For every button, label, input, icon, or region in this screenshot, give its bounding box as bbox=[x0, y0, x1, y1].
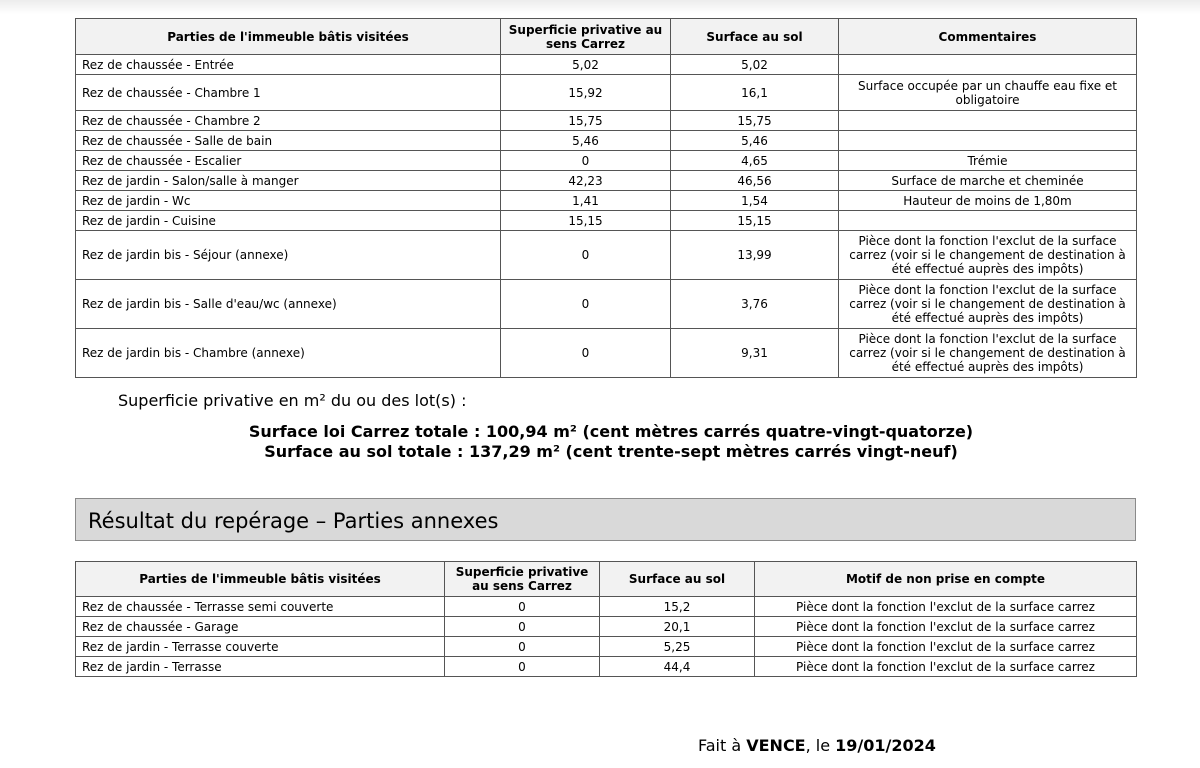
cell-carrez: 5,02 bbox=[501, 55, 671, 75]
cell-carrez: 0 bbox=[501, 329, 671, 378]
cell-piece: Rez de jardin - Salon/salle à manger bbox=[76, 171, 501, 191]
section-title: Résultat du repérage – Parties annexes bbox=[88, 509, 499, 533]
cell-comment: Pièce dont la fonction l'exclut de la surface carrez (voir si le changement de destination à été effectué auprès des impôts) bbox=[839, 231, 1137, 280]
carrez-total: Surface loi Carrez totale : 100,94 m² (cent mètres carrés quatre-vingt-quatorze) bbox=[248, 422, 974, 441]
cell-sol: 1,54 bbox=[671, 191, 839, 211]
cell-carrez: 0 bbox=[501, 280, 671, 329]
cell-sol: 15,75 bbox=[671, 111, 839, 131]
cell-carrez: 1,41 bbox=[501, 191, 671, 211]
column-header-sol: Surface au sol bbox=[600, 562, 755, 597]
cell-comment: Surface de marche et cheminée bbox=[839, 171, 1137, 191]
table-row bbox=[76, 211, 1137, 231]
cell-carrez: 0 bbox=[445, 657, 600, 677]
cell-sol: 15,2 bbox=[600, 597, 755, 617]
table-row bbox=[76, 111, 1137, 131]
cell-comment: Hauteur de moins de 1,80m bbox=[839, 191, 1137, 211]
cell-sol: 5,46 bbox=[671, 131, 839, 151]
table-row bbox=[76, 151, 1137, 171]
cell-piece: Rez de jardin - Cuisine bbox=[76, 211, 501, 231]
cell-motif: Pièce dont la fonction l'exclut de la surface carrez bbox=[755, 617, 1137, 637]
column-header-commentaires: Commentaires bbox=[839, 19, 1137, 55]
annexes-table bbox=[75, 561, 1137, 677]
section-header bbox=[75, 498, 1136, 541]
table-row bbox=[76, 329, 1137, 378]
cell-piece: Rez de jardin bis - Chambre (annexe) bbox=[76, 329, 501, 378]
signature-line bbox=[698, 736, 936, 755]
column-header-motif: Motif de non prise en compte bbox=[755, 562, 1137, 597]
cell-comment: Pièce dont la fonction l'exclut de la surface carrez (voir si le changement de destination à été effectué auprès des impôts) bbox=[839, 280, 1137, 329]
cell-carrez: 15,75 bbox=[501, 111, 671, 131]
cell-carrez: 15,92 bbox=[501, 75, 671, 111]
table-row bbox=[76, 637, 1137, 657]
cell-piece: Rez de chaussée - Chambre 2 bbox=[76, 111, 501, 131]
signature-middle: , le bbox=[805, 736, 836, 755]
table-header-row bbox=[76, 562, 1137, 597]
cell-piece: Rez de jardin bis - Salle d'eau/wc (annexe) bbox=[76, 280, 501, 329]
table-row bbox=[76, 131, 1137, 151]
cell-carrez: 42,23 bbox=[501, 171, 671, 191]
cell-piece: Rez de chaussée - Entrée bbox=[76, 55, 501, 75]
signature-date: 19/01/2024 bbox=[835, 736, 936, 755]
cell-carrez: 5,46 bbox=[501, 131, 671, 151]
cell-carrez: 0 bbox=[445, 637, 600, 657]
cell-sol: 5,25 bbox=[600, 637, 755, 657]
cell-piece: Rez de jardin - Terrasse couverte bbox=[76, 637, 445, 657]
cell-sol: 13,99 bbox=[671, 231, 839, 280]
cell-sol: 44,4 bbox=[600, 657, 755, 677]
column-header-carrez: Superficie privative au sens Carrez bbox=[445, 562, 600, 597]
cell-carrez: 0 bbox=[501, 151, 671, 171]
cell-sol: 3,76 bbox=[671, 280, 839, 329]
cell-comment: Pièce dont la fonction l'exclut de la surface carrez (voir si le changement de destination à été effectué auprès des impôts) bbox=[839, 329, 1137, 378]
table-row bbox=[76, 55, 1137, 75]
column-header-parties: Parties de l'immeuble bâtis visitées bbox=[76, 562, 445, 597]
cell-sol: 46,56 bbox=[671, 171, 839, 191]
cell-sol: 20,1 bbox=[600, 617, 755, 637]
cell-comment bbox=[839, 131, 1137, 151]
column-header-sol: Surface au sol bbox=[671, 19, 839, 55]
table-row bbox=[76, 657, 1137, 677]
cell-comment bbox=[839, 55, 1137, 75]
signature-prefix: Fait à bbox=[698, 736, 747, 755]
cell-motif: Pièce dont la fonction l'exclut de la surface carrez bbox=[755, 597, 1137, 617]
signature-city: VENCE bbox=[746, 736, 806, 755]
cell-comment bbox=[839, 211, 1137, 231]
cell-piece: Rez de jardin - Wc bbox=[76, 191, 501, 211]
cell-motif: Pièce dont la fonction l'exclut de la surface carrez bbox=[755, 637, 1137, 657]
cell-piece: Rez de chaussée - Escalier bbox=[76, 151, 501, 171]
cell-motif: Pièce dont la fonction l'exclut de la surface carrez bbox=[755, 657, 1137, 677]
cell-carrez: 0 bbox=[445, 617, 600, 637]
table-row bbox=[76, 617, 1137, 637]
table-row bbox=[76, 231, 1137, 280]
cell-comment bbox=[839, 111, 1137, 131]
cell-sol: 15,15 bbox=[671, 211, 839, 231]
column-header-parties: Parties de l'immeuble bâtis visitées bbox=[76, 19, 501, 55]
cell-comment: Trémie bbox=[839, 151, 1137, 171]
cell-sol: 9,31 bbox=[671, 329, 839, 378]
cell-comment: Surface occupée par un chauffe eau fixe et obligatoire bbox=[839, 75, 1137, 111]
table-row bbox=[76, 191, 1137, 211]
cell-carrez: 0 bbox=[501, 231, 671, 280]
table-row bbox=[76, 75, 1137, 111]
cell-carrez: 15,15 bbox=[501, 211, 671, 231]
sol-total: Surface au sol totale : 137,29 m² (cent trente-sept mètres carrés vingt-neuf) bbox=[264, 442, 958, 461]
cell-piece: Rez de chaussée - Terrasse semi couverte bbox=[76, 597, 445, 617]
surfaces-table bbox=[75, 18, 1137, 378]
cell-sol: 16,1 bbox=[671, 75, 839, 111]
cell-sol: 5,02 bbox=[671, 55, 839, 75]
cell-carrez: 0 bbox=[445, 597, 600, 617]
summary-intro: Superficie privative en m² du ou des lot(s) : bbox=[118, 391, 467, 410]
cell-piece: Rez de chaussée - Salle de bain bbox=[76, 131, 501, 151]
table-row bbox=[76, 597, 1137, 617]
table-header-row bbox=[76, 19, 1137, 55]
column-header-carrez: Superficie privative au sens Carrez bbox=[501, 19, 671, 55]
table-row bbox=[76, 280, 1137, 329]
cell-piece: Rez de jardin bis - Séjour (annexe) bbox=[76, 231, 501, 280]
cell-sol: 4,65 bbox=[671, 151, 839, 171]
cell-piece: Rez de chaussée - Garage bbox=[76, 617, 445, 637]
cell-piece: Rez de chaussée - Chambre 1 bbox=[76, 75, 501, 111]
table-row bbox=[76, 171, 1137, 191]
cell-piece: Rez de jardin - Terrasse bbox=[76, 657, 445, 677]
page-top-edge bbox=[0, 0, 1200, 14]
